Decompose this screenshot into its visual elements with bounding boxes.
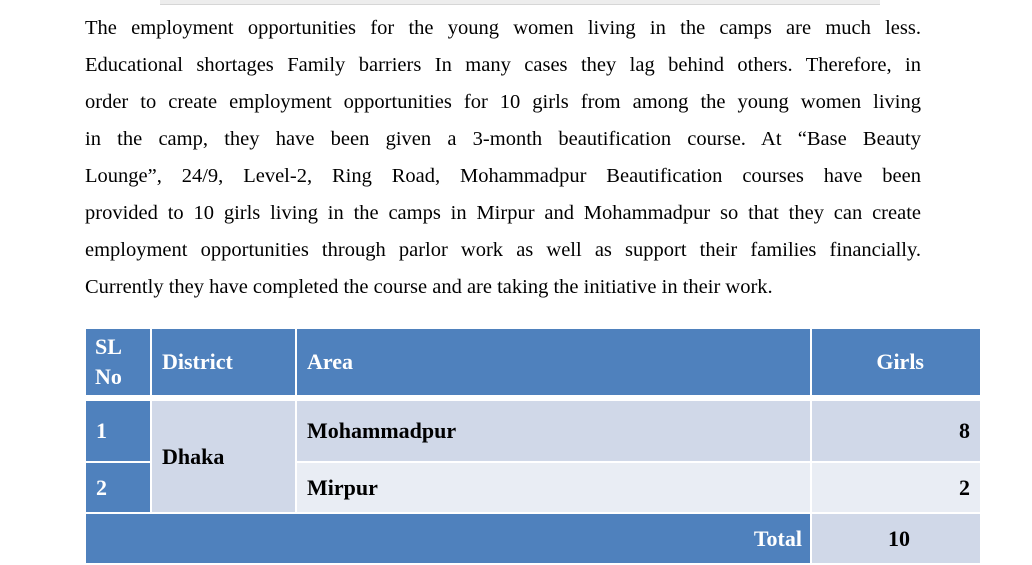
- header-district: District: [151, 328, 296, 396]
- girls-by-area-table: [84, 327, 982, 565]
- district-cell: Dhaka: [151, 400, 296, 513]
- paragraph-line: Currently they have completed the course and are taking the initiative in their work.: [85, 276, 773, 298]
- total-value: 10: [811, 513, 981, 564]
- girls-cell: 2: [811, 462, 981, 513]
- table-row: [85, 400, 981, 462]
- header-girls: Girls: [811, 328, 981, 396]
- paragraph-line: Educational shortages Family barriers In many cases they lag behind others. Therefore, in: [85, 54, 921, 76]
- total-label: Total: [85, 513, 811, 564]
- body-paragraph: [85, 10, 921, 306]
- paragraph-line: The employment opportunities for the young women living in the camps are much less.: [85, 17, 921, 39]
- top-divider: [160, 0, 880, 5]
- area-cell: Mohammadpur: [296, 400, 811, 462]
- header-sl-line2: No: [95, 364, 122, 389]
- area-cell: Mirpur: [296, 462, 811, 513]
- paragraph-line: in the camp, they have been given a 3-month beautification course. At “Base Beauty: [85, 128, 921, 150]
- row-sl-cell: 1: [85, 400, 151, 462]
- girls-cell: 8: [811, 400, 981, 462]
- total-row: [85, 513, 981, 564]
- header-area: Area: [296, 328, 811, 396]
- paragraph-line: order to create employment opportunities for 10 girls from among the young women living: [85, 91, 921, 113]
- header-sl-no: [85, 328, 151, 396]
- header-sl-line1: SL: [95, 334, 122, 359]
- paragraph-line: provided to 10 girls living in the camps in Mirpur and Mohammadpur so that they can create: [85, 202, 921, 224]
- table-header-row: [85, 328, 981, 396]
- paragraph-line: Lounge”, 24/9, Level-2, Ring Road, Mohammadpur Beautification courses have been: [85, 165, 921, 187]
- paragraph-line: employment opportunities through parlor work as well as support their families financially.: [85, 239, 921, 261]
- row-sl-cell: 2: [85, 462, 151, 513]
